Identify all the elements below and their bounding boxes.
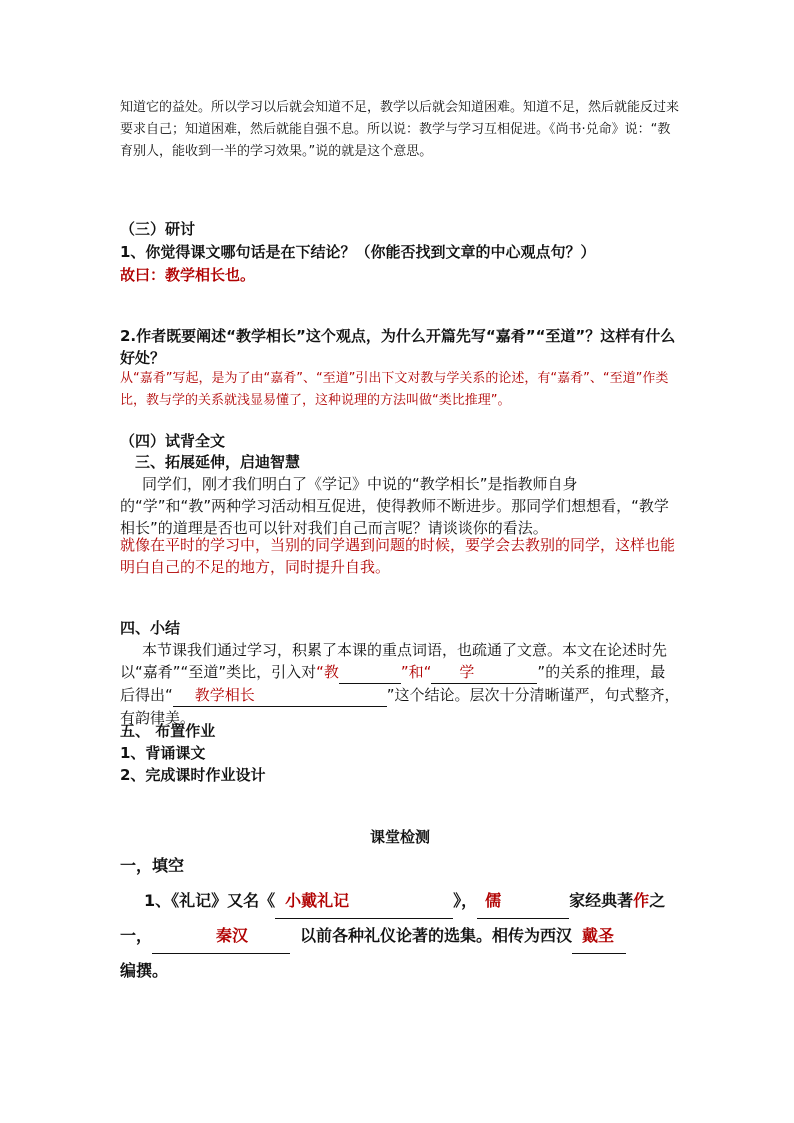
q-text-3: 家经典著 (569, 891, 634, 910)
summary-text-3: ”这个结论。层次十分清晰谨严，句式整齐，有韵律美。 (120, 686, 680, 727)
homework-item-1: 1、背诵课文 (120, 744, 206, 762)
blank-alias: 小戴礼记 (275, 884, 453, 919)
summary-text-1: 本节课我们通过学习，积累了本课的重点词语，也疏通了文意。本文在论述时先以“嘉肴”“至道”类比，引入对 (120, 641, 668, 681)
summary-text-2: 的关系的推理，最后得出“ (120, 663, 666, 704)
intro-paragraph: 知道它的益处。所以学习以后就会知道不足，教学以后就会知道困难。知道不足，然后就能反过来要求自己；知道困难，然后就能自强不息。所以说：教学与学习互相促进。《尚书·兑命》说：“教育别人，能收到一半的学习效果。”说的就是这个意思。 (120, 100, 680, 159)
part-4-summary (120, 639, 680, 729)
question-2: 2.作者既要阐述“教学相长”这个观点，为什么开篇先写“嘉肴”“至道”？这样有什么好处？ (120, 327, 676, 367)
blank-school: 儒 (477, 884, 569, 919)
blank-author: 戴圣 (572, 919, 626, 954)
part-5-heading: 五、 布置作业 (120, 722, 216, 740)
fill-blank-question (120, 884, 680, 988)
part-4-heading: 四、小结 (120, 619, 181, 637)
q-text-3-red: 作 (633, 891, 650, 910)
blank-era: 秦汉 (152, 919, 290, 954)
summary-blank-1 (339, 661, 401, 684)
section-4-heading: （四）试背全文 (120, 432, 226, 450)
summary-blank-3: 教学相长 (173, 684, 387, 707)
q-text-5: 以前各种礼仪论著的选集。相传为西汉 (300, 926, 573, 945)
answer-1: 故曰：教学相长也。 (120, 266, 256, 284)
section-3-heading: （三）研讨 (120, 220, 196, 238)
q-text-6: 编撰。 (120, 961, 169, 980)
check-title: 课堂检测 (369, 828, 430, 846)
q-text-1: 1、《礼记》又名《 (144, 891, 276, 910)
homework-item-2: 2、完成课时作业设计 (120, 766, 266, 784)
part-3-answer: 就像在平时的学习中，当别的同学遇到问题的时候，要学会去教别的同学，这样也能明白自己的不足的地方，同时提升自我。 (120, 536, 676, 576)
q-text-4: 之一， (120, 891, 666, 945)
part-3-heading: 三、拓展延伸，启迪智慧 (135, 453, 301, 471)
summary-mid: ”和“ (400, 663, 432, 681)
check-subheading: 一，填空 (120, 856, 185, 875)
question-1: 1、你觉得课文哪句话是在下结论？（你能否找到文章的中心观点句？） (120, 243, 596, 261)
answer-2: 从“嘉肴”写起，是为了由“嘉肴”、“至道”引出下文对教与学关系的论述，有“嘉肴”、“至道”作类比，教与学的关系就浅显易懂了，这种说理的方法叫做“类比推理”。 (120, 371, 669, 408)
summary-blank-2: 学 (431, 661, 537, 684)
summary-blank-1-prefix: “教 (316, 663, 339, 681)
summary-close: ” (537, 663, 546, 681)
q-text-2: 》， (453, 891, 478, 910)
part-3-body: 同学们，刚才我们明白了《学记》中说的“教学相长”是指教师自身的“学”和“教”两种学习活动相互促进，使得教师不断进步。那同学们想想看，“教学相长”的道理是否也可以针对我们自己而言呢？请谈谈你的看法。 (120, 475, 669, 537)
